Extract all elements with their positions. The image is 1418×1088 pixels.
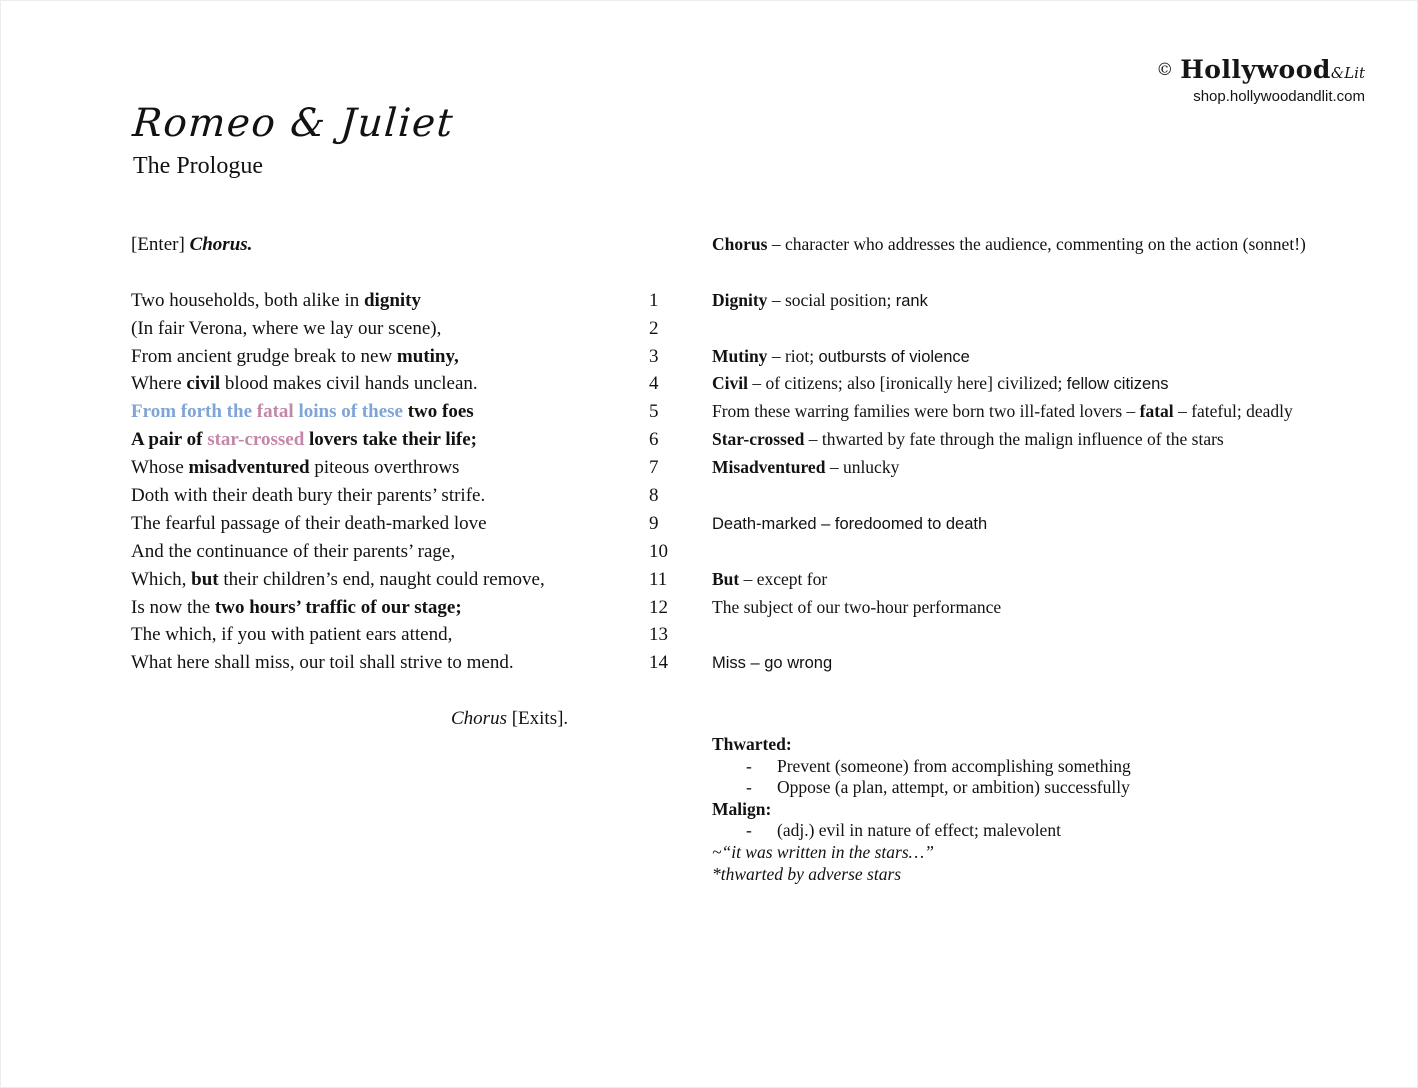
text-segment: The subject of our two-hour performance: [712, 596, 1002, 617]
note-line: [712, 864, 1131, 886]
note-line: [712, 777, 1131, 799]
poem-row: [131, 510, 1389, 538]
page-subtitle: The Prologue: [133, 153, 263, 179]
annotation-text: [712, 231, 1389, 259]
poem-row: [131, 287, 1389, 315]
poem-row: [131, 398, 1389, 426]
text-segment: misadventured: [188, 457, 310, 479]
poem-row: [131, 566, 1389, 594]
poem-line-number: 5: [649, 401, 659, 423]
text-segment: fellow citizens: [1066, 375, 1169, 394]
text-segment: loins of these: [293, 401, 408, 423]
annotation-text: [712, 510, 1389, 538]
annotation-text: [712, 287, 1389, 315]
poem-line-number: 11: [649, 568, 668, 590]
annotation-text: [712, 426, 1389, 454]
poem-line-text: [131, 315, 649, 343]
poem-row: [131, 426, 1389, 454]
poem-line-text: [131, 259, 649, 287]
text-segment: mutiny,: [396, 345, 459, 367]
prologue-grid: [131, 231, 1389, 733]
text-segment: Prevent (someone) from accomplishing something: [777, 755, 1131, 776]
text-segment: Is now the: [131, 596, 215, 618]
text-segment: [Enter]: [131, 234, 190, 255]
brand-url: shop.hollywoodandlit.com: [1193, 88, 1365, 105]
poem-line-number: 6: [649, 429, 659, 451]
text-segment: But: [712, 568, 740, 589]
text-segment: fatal: [1139, 401, 1174, 422]
poem-line-text: [131, 398, 649, 426]
text-segment: blood makes civil hands unclean.: [220, 373, 478, 395]
annotation-text: [712, 398, 1389, 426]
text-segment: Chorus: [451, 708, 507, 730]
text-segment: – unlucky: [825, 457, 900, 478]
text-segment: Two households, both alike in: [131, 289, 364, 311]
note-text: [712, 864, 901, 884]
text-segment: two foes: [407, 401, 474, 423]
text-segment: [Exits].: [506, 708, 569, 730]
annotation-text: [712, 677, 1389, 705]
brand-suffix: &Lit: [1330, 64, 1365, 82]
text-segment: Dignity: [712, 289, 768, 310]
poem-line-text: [131, 594, 649, 622]
poem-line-text: [131, 370, 649, 398]
poem-line-text: [131, 287, 649, 315]
annotation-text: [712, 594, 1389, 622]
annotation-text: [712, 566, 1389, 594]
text-segment: Chorus: [712, 234, 768, 254]
poem-row: [131, 343, 1389, 371]
note-line: [712, 820, 1131, 842]
text-segment: Civil: [712, 373, 748, 394]
text-segment: Doth with their death bury their parents’ strife.: [131, 485, 486, 507]
text-segment: Misadventured: [712, 457, 826, 478]
annotation-text: [712, 482, 1389, 510]
poem-line-number: [649, 259, 712, 287]
poem-line-number: 8: [649, 485, 659, 507]
text-segment: – social position;: [767, 289, 896, 310]
copyright-icon: ©: [1156, 60, 1174, 80]
poem-line-number: 14: [649, 652, 668, 674]
text-segment: Which,: [131, 568, 192, 590]
poem-line-text: [131, 621, 649, 649]
annotation-text: [712, 315, 1389, 343]
text-segment: – character who addresses the audience, commenting on the action (sonnet!): [767, 234, 1306, 254]
text-segment: dignity: [363, 289, 422, 311]
poem-row: [131, 594, 1389, 622]
poem-line-text: [131, 454, 649, 482]
text-segment: A pair of: [131, 429, 208, 451]
poem-line-text: [131, 343, 649, 371]
text-segment: (In fair Verona, where we lay our scene),: [131, 317, 442, 339]
text-segment: outbursts of violence: [818, 347, 970, 366]
poem-line-number: 10: [649, 540, 668, 562]
note-text: [777, 756, 1131, 776]
poem-line-number: [649, 677, 712, 705]
poem-row: [131, 621, 1389, 649]
poem-line-number: [649, 231, 712, 259]
text-segment: *thwarted by adverse stars: [712, 863, 902, 884]
note-line: [712, 756, 1131, 778]
poem-line-text: [131, 482, 649, 510]
note-text: [777, 820, 1061, 840]
poem-line-text: [131, 649, 649, 677]
text-segment: Star-crossed: [712, 429, 805, 450]
poem-line-text: [131, 677, 649, 705]
note-text: [712, 799, 771, 819]
note-text: [777, 777, 1130, 797]
text-segment: What here shall miss, our toil shall strive to mend.: [131, 652, 514, 674]
poem-line-number: 1: [649, 289, 659, 311]
poem-line-number: 7: [649, 457, 659, 479]
text-segment: two hours’ traffic of our stage;: [214, 596, 462, 618]
annotation-text: [712, 454, 1389, 482]
text-segment: piteous overthrows: [309, 457, 460, 479]
poem-line-number: 2: [649, 317, 659, 339]
poem-row: [131, 370, 1389, 398]
poem-row: [131, 649, 1389, 677]
text-segment: lovers take their life;: [304, 429, 477, 451]
annotation-text: [712, 370, 1389, 398]
text-segment: From these warring families were born two ill-fated lovers –: [712, 401, 1140, 422]
text-segment: From ancient grudge break to new: [131, 345, 397, 367]
brand-header: [1156, 55, 1365, 105]
annotation-text: [712, 538, 1389, 566]
poem-row: [131, 315, 1389, 343]
bullet-dash-icon: -: [746, 777, 752, 798]
text-segment: – thwarted by fate through the malign influence of the stars: [804, 429, 1224, 450]
text-segment: their children’s end, naught could remove,: [218, 568, 545, 590]
text-segment: star-crossed: [207, 429, 305, 451]
text-segment: ~“it was written in the stars…”: [712, 841, 934, 862]
text-segment: – of citizens; also [ironically here] civilized;: [747, 373, 1067, 394]
poem-line-number: 9: [649, 512, 659, 534]
poem-row: [131, 677, 1389, 705]
poem-line-text: [131, 510, 649, 538]
text-segment: – riot;: [767, 345, 819, 366]
poem-line-text: [131, 538, 649, 566]
poem-line-number: 13: [649, 624, 668, 646]
annotation-text: [712, 649, 1389, 677]
poem-line-number: 4: [649, 373, 659, 395]
text-segment: From forth the: [131, 401, 257, 423]
poem-row: [131, 259, 1389, 287]
text-segment: The which, if you with patient ears attend,: [131, 624, 453, 646]
text-segment: Thwarted:: [712, 734, 792, 754]
note-text: [712, 842, 934, 862]
text-segment: Whose: [131, 457, 189, 479]
poem-row: [131, 231, 1389, 259]
text-segment: Death-marked – foredoomed to death: [712, 514, 988, 533]
text-segment: fatal: [256, 401, 294, 423]
annotation-text: [712, 621, 1389, 649]
poem-line-number: [969, 705, 1032, 733]
annotation-text: [1032, 705, 1389, 733]
text-segment: – fateful; deadly: [1173, 401, 1293, 422]
title-block: [131, 101, 456, 180]
bullet-dash-icon: -: [746, 820, 752, 841]
note-text: [712, 734, 792, 754]
text-segment: Mutiny: [712, 345, 768, 366]
page-title: Romeo & Juliet: [131, 101, 456, 146]
poem-row: [131, 705, 1389, 733]
poem-line-text: [131, 231, 649, 259]
annotation-text: [712, 343, 1389, 371]
note-line: [712, 734, 1131, 756]
poem-line-text: [131, 705, 969, 733]
text-segment: (adj.) evil in nature of effect; malevolent: [777, 820, 1061, 841]
poem-row: [131, 454, 1389, 482]
poem-line-text: [131, 426, 649, 454]
text-segment: but: [191, 568, 219, 590]
text-segment: The fearful passage of their death-marked love: [131, 512, 487, 534]
text-segment: Where: [131, 373, 187, 395]
text-segment: And the continuance of their parents’ rage,: [131, 540, 456, 562]
annotation-text: [712, 259, 1389, 287]
text-segment: rank: [895, 291, 928, 310]
text-segment: – except for: [739, 568, 828, 589]
brand-logo: [1156, 55, 1365, 84]
text-segment: civil: [186, 373, 221, 395]
brand-name: Hollywood: [1180, 55, 1331, 84]
poem-line-number: 3: [649, 345, 659, 367]
text-segment: Oppose (a plan, attempt, or ambition) successfully: [777, 777, 1130, 798]
text-segment: Miss – go wrong: [712, 654, 833, 673]
poem-row: [131, 538, 1389, 566]
poem-line-text: [131, 566, 649, 594]
vocab-notes: [712, 734, 1131, 885]
note-line: [712, 799, 1131, 821]
bullet-dash-icon: -: [746, 755, 752, 776]
poem-row: [131, 482, 1389, 510]
note-line: [712, 842, 1131, 864]
poem-line-number: 12: [649, 596, 668, 618]
text-segment: Malign:: [712, 798, 772, 819]
text-segment: Chorus.: [189, 234, 253, 255]
